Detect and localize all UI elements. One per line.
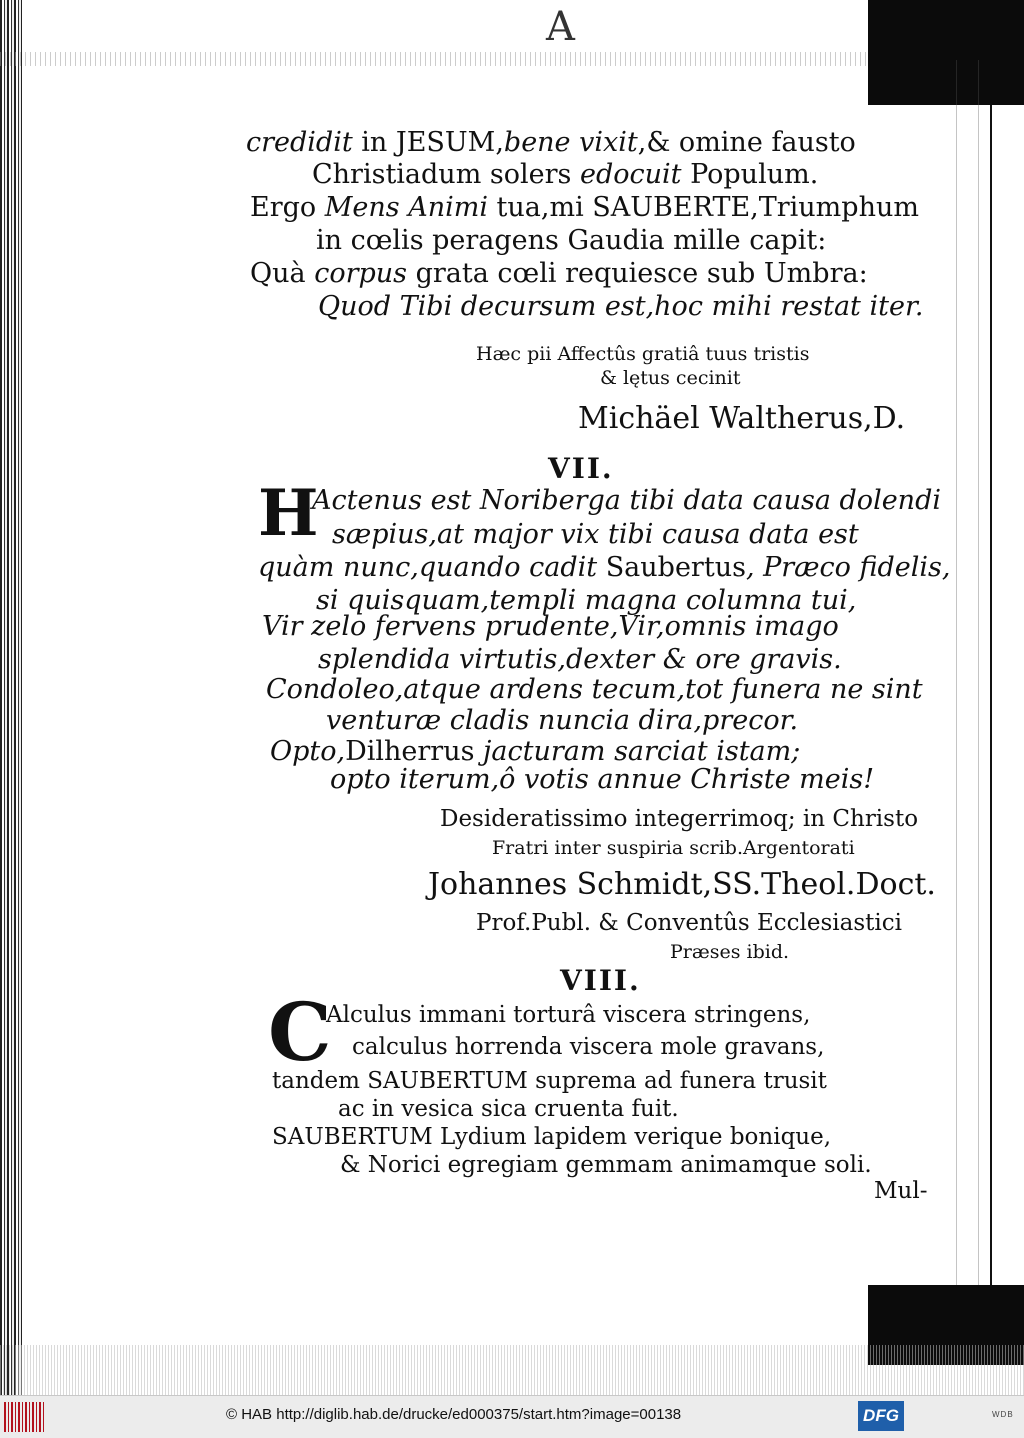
verse-line	[352, 1032, 824, 1062]
verse-fragment: Opto,	[270, 736, 346, 767]
scan-right-page-edge	[990, 105, 1024, 1285]
verse-line	[318, 292, 923, 322]
verse-line	[266, 675, 923, 705]
verse-line	[326, 706, 798, 736]
verse-fragment: Vir zelo fervens prudente,Vir,omnis imago	[262, 611, 839, 642]
author-signature: Johannes Schmidt,SS.Theol.Doct.	[428, 867, 936, 902]
verse-fragment: Saubertus	[605, 552, 746, 583]
verse-fragment: quàm nunc,quando cadit	[258, 552, 606, 583]
hab-barcode-logo[interactable]	[4, 1402, 46, 1432]
section-heading: VIII.	[560, 964, 641, 997]
verse-line	[250, 259, 868, 289]
dedication-line: Hæc pii Affectûs gratiâ tuus tristis	[476, 343, 810, 365]
verse-line	[312, 486, 941, 516]
dfg-logo[interactable]: DFG	[858, 1401, 904, 1431]
verse-fragment: corpus	[314, 258, 408, 289]
verse-fragment: opto iterum,ô votis annue Christe meis!	[330, 764, 875, 795]
catchword: Mul-	[874, 1178, 928, 1204]
verse-fragment: SAUBERTUM Lydium lapidem verique bonique,	[272, 1124, 832, 1150]
source-url[interactable]: © HAB http://diglib.hab.de/drucke/ed000375/start.htm?image=00138	[226, 1406, 682, 1423]
scan-right-edge-lines	[946, 60, 990, 1290]
verse-line	[246, 128, 856, 158]
verse-fragment: bene vixit	[503, 127, 638, 158]
scan-bottom-edge	[0, 1345, 1024, 1395]
wdb-label: WDB	[992, 1410, 1014, 1419]
scan-left-edge	[0, 0, 22, 1395]
verse-line	[272, 1122, 831, 1152]
verse-fragment: Mens Animi	[324, 192, 488, 223]
viewer-footer	[0, 1395, 1024, 1438]
verse-fragment: jacturam sarciat istam;	[474, 736, 801, 767]
verse-line	[272, 1066, 827, 1096]
verse-fragment: , Præco fidelis,	[745, 552, 951, 583]
drop-capital: H	[258, 476, 319, 551]
verse-line	[318, 645, 842, 675]
dedication-line: & lętus cecinit	[600, 367, 741, 389]
verse-fragment: Condoleo,atque ardens tecum,tot funera ne sint	[266, 674, 923, 705]
author-title: Prof.Publ. & Conventûs Ecclesiastici	[476, 910, 902, 936]
verse-fragment: ,& omine fausto	[637, 127, 856, 158]
verse-fragment: sæpius,at major vix tibi causa data est	[332, 519, 859, 550]
verse-line	[270, 737, 800, 767]
scan-top-edge	[0, 52, 870, 66]
verse-fragment: credidit	[246, 127, 362, 158]
verse-line	[316, 226, 826, 256]
author-signature: Michäel Waltherus,D.	[578, 401, 906, 436]
verse-fragment: tandem SAUBERTUM suprema ad funera trusit	[272, 1068, 827, 1094]
verse-line	[312, 160, 818, 190]
author-title: Præses ibid.	[670, 941, 790, 963]
verse-fragment: Populum.	[681, 159, 819, 190]
verse-fragment: & Norici egregiam gemmam animamque soli.	[340, 1152, 872, 1178]
verse-line	[326, 1000, 810, 1030]
verse-fragment: Alculus immani torturâ viscera stringens,	[326, 1002, 811, 1028]
verse-line	[330, 765, 874, 795]
drop-capital: C	[268, 985, 332, 1079]
verse-fragment: tua,mi SAUBERTE,Triumphum	[487, 192, 919, 223]
handwritten-mark: A	[546, 4, 575, 50]
verse-fragment: in JESUM,	[361, 127, 504, 158]
verse-fragment: Quà	[250, 258, 315, 289]
dedication-line: Desideratissimo integerrimoq; in Christo	[440, 806, 919, 832]
verse-fragment: Quod Tibi decursum est,hoc mihi restat iter.	[318, 291, 924, 322]
verse-line	[332, 520, 859, 550]
verse-fragment: si quisquam,templi magna columna tui,	[316, 585, 857, 616]
verse-fragment: splendida virtutis,dexter & ore gravis.	[318, 644, 842, 675]
verse-fragment: Ergo	[250, 192, 325, 223]
verse-fragment: Dilherrus	[345, 736, 475, 767]
verse-fragment: Christiadum solers	[312, 159, 580, 190]
verse-fragment: in cœlis peragens Gaudia mille capit:	[316, 225, 827, 256]
verse-line	[340, 1150, 872, 1180]
verse-fragment: Actenus est Noriberga tibi data causa dolendi	[312, 485, 941, 516]
verse-fragment: venturæ cladis nuncia dira,precor.	[326, 705, 799, 736]
verse-fragment: edocuit	[579, 159, 682, 190]
verse-fragment: grata cœli requiesce sub Umbra:	[407, 258, 868, 289]
verse-fragment: ac in vesica sica cruenta fuit.	[338, 1096, 679, 1122]
verse-line	[250, 193, 919, 223]
section-heading: VII.	[548, 452, 614, 485]
verse-line	[258, 553, 951, 583]
verse-fragment: calculus horrenda viscera mole gravans,	[352, 1034, 825, 1060]
verse-line	[262, 612, 839, 642]
verse-line	[338, 1094, 679, 1124]
dedication-line: Fratri inter suspiria scrib.Argentorati	[492, 837, 855, 859]
